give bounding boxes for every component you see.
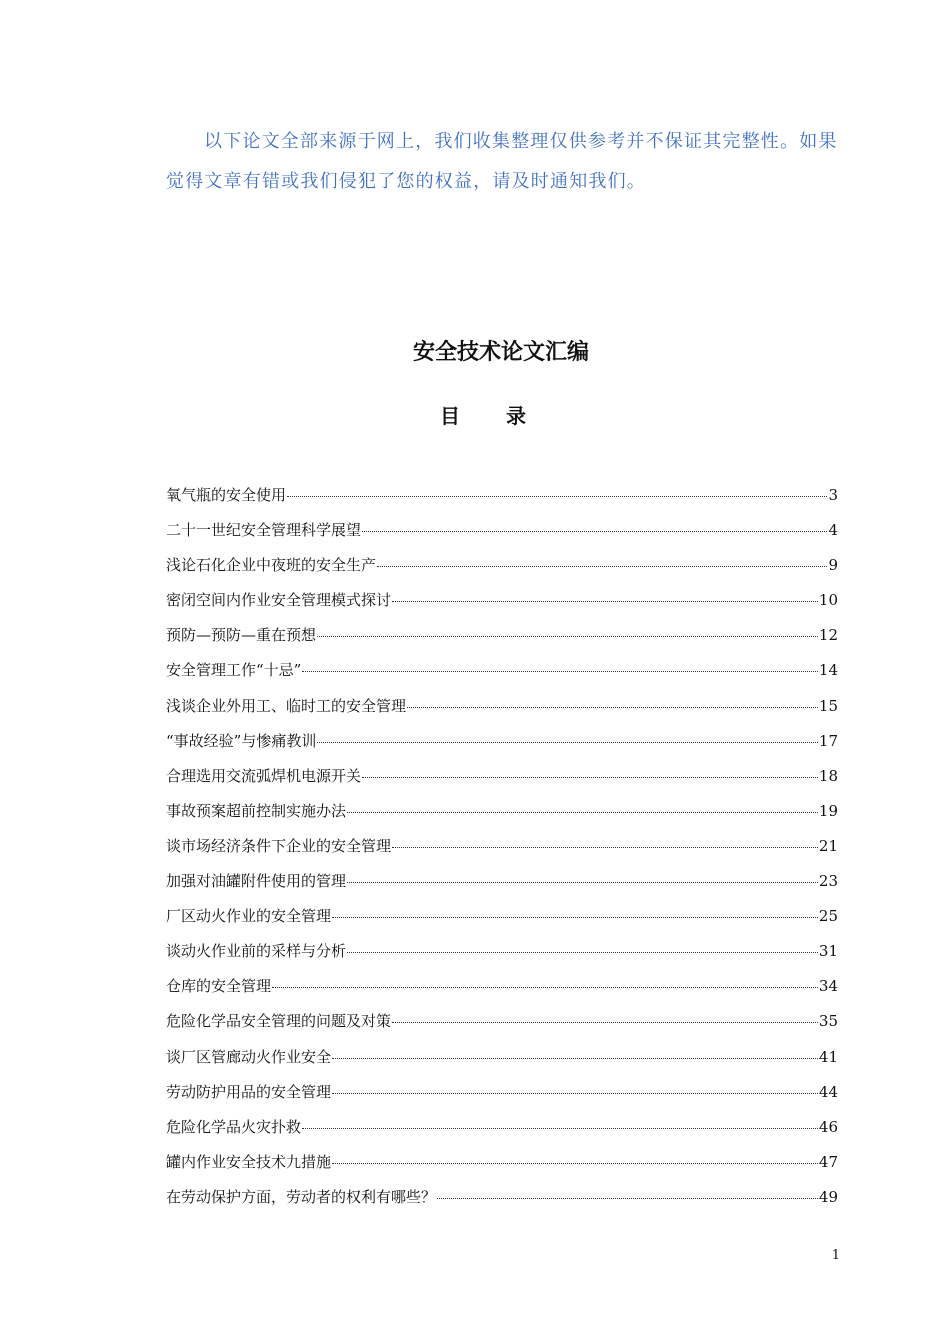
toc-entry[interactable] (166, 800, 838, 835)
toc-entry-page: 23 (818, 872, 838, 891)
toc-dot-leader (392, 847, 818, 848)
toc-entry[interactable] (166, 835, 838, 870)
toc-dot-leader (362, 777, 818, 778)
toc-entry-title: 危险化学品安全管理的问题及对策 (166, 1012, 392, 1031)
toc-entry-title: 谈市场经济条件下企业的安全管理 (166, 836, 392, 855)
toc-entry-page: 19 (818, 801, 838, 820)
toc-heading-char-2: 录 (506, 404, 526, 428)
toc-entry-page: 25 (818, 907, 838, 926)
toc-entry[interactable] (166, 1186, 838, 1221)
toc-dot-leader (317, 636, 818, 637)
toc-dot-leader (347, 812, 818, 813)
toc-entry[interactable] (166, 1116, 838, 1151)
toc-entry-page: 44 (818, 1082, 838, 1101)
disclaimer-text: 以下论文全部来源于网上，我们收集整理仅供参考并不保证其完整性。如果觉得文章有错或我们侵犯了您的权益，请及时通知我们。 (166, 131, 838, 192)
document-title: 安全技术论文汇编 (412, 340, 589, 365)
toc-dot-leader (347, 882, 818, 883)
toc-entry-page: 31 (818, 942, 838, 961)
toc-entry-title: 加强对油罐附件使用的管理 (166, 872, 347, 891)
toc-entry-page: 18 (818, 766, 838, 785)
toc-dot-leader (302, 671, 818, 672)
toc-entry-page: 14 (818, 661, 838, 680)
toc-entry[interactable] (166, 624, 838, 659)
toc-entry[interactable] (166, 695, 838, 730)
table-of-contents (166, 484, 838, 1221)
toc-heading-char-1: 目 (440, 404, 460, 428)
toc-dot-leader (392, 1022, 818, 1023)
toc-entry-title: 浅论石化企业中夜班的安全生产 (166, 556, 377, 575)
toc-entry-page: 15 (818, 696, 838, 715)
toc-entry-page: 12 (818, 626, 838, 645)
toc-entry-title: 厂区动火作业的安全管理 (166, 907, 332, 926)
toc-entry-page: 21 (818, 836, 838, 855)
toc-entry-page: 34 (818, 977, 838, 996)
toc-dot-leader (347, 952, 818, 953)
toc-dot-leader (287, 496, 827, 497)
toc-entry-title: 预防—预防—重在预想 (166, 626, 317, 645)
toc-entry-page: 46 (818, 1117, 838, 1136)
toc-entry[interactable] (166, 940, 838, 975)
toc-dot-leader (377, 566, 827, 567)
toc-dot-leader (332, 1093, 818, 1094)
toc-entry[interactable] (166, 554, 838, 589)
toc-entry-title: 在劳动保护方面，劳动者的权利有哪些？ (166, 1187, 437, 1206)
toc-entry-title: 危险化学品火灾扑救 (166, 1117, 302, 1136)
toc-entry[interactable] (166, 870, 838, 905)
toc-dot-leader (317, 742, 818, 743)
toc-entry-page: 10 (818, 591, 838, 610)
toc-dot-leader (437, 1198, 818, 1199)
toc-entry-page: 35 (818, 1012, 838, 1031)
toc-entry-page: 47 (818, 1152, 838, 1171)
toc-entry[interactable] (166, 484, 838, 519)
toc-entry-title: “事故经验”与惨痛教训 (166, 731, 317, 750)
toc-dot-leader (407, 707, 818, 708)
toc-heading (440, 400, 540, 430)
toc-entry-title: 安全管理工作“十忌” (166, 661, 302, 680)
toc-entry-title: 浅谈企业外用工、临时工的安全管理 (166, 696, 407, 715)
toc-entry[interactable] (166, 730, 838, 765)
toc-dot-leader (392, 601, 818, 602)
toc-entry-page: 4 (828, 521, 838, 540)
toc-dot-leader (332, 1163, 818, 1164)
toc-entry-page: 3 (828, 486, 838, 504)
toc-entry-title: 谈厂区管廊动火作业安全 (166, 1047, 332, 1066)
toc-entry[interactable] (166, 1081, 838, 1116)
toc-dot-leader (362, 531, 827, 532)
toc-entry-page: 9 (828, 556, 838, 575)
toc-entry-title: 合理选用交流弧焊机电源开关 (166, 766, 362, 785)
toc-entry[interactable] (166, 519, 838, 554)
toc-entry[interactable] (166, 1151, 838, 1186)
toc-entry[interactable] (166, 1046, 838, 1081)
toc-entry-title: 谈动火作业前的采样与分析 (166, 942, 347, 961)
toc-entry-title: 二十一世纪安全管理科学展望 (166, 521, 362, 540)
toc-dot-leader (332, 1058, 818, 1059)
toc-entry-title: 事故预案超前控制实施办法 (166, 801, 347, 820)
toc-entry[interactable] (166, 975, 838, 1010)
toc-entry[interactable] (166, 905, 838, 940)
toc-entry-page: 41 (818, 1047, 838, 1066)
toc-entry-page: 17 (818, 731, 838, 750)
toc-entry[interactable] (166, 1010, 838, 1045)
toc-entry-title: 罐内作业安全技术九措施 (166, 1152, 332, 1171)
toc-entry[interactable] (166, 589, 838, 624)
toc-dot-leader (302, 1128, 818, 1129)
toc-entry-page: 49 (818, 1187, 838, 1206)
toc-entry[interactable] (166, 659, 838, 694)
toc-entry-title: 劳动防护用品的安全管理 (166, 1082, 332, 1101)
toc-entry[interactable] (166, 765, 838, 800)
toc-entry-title: 密闭空间内作业安全管理模式探讨 (166, 591, 392, 610)
toc-entry-title: 氧气瓶的安全使用 (166, 486, 287, 504)
toc-entry-title: 仓库的安全管理 (166, 977, 272, 996)
toc-dot-leader (332, 917, 818, 918)
page-number: 1 (831, 1248, 840, 1263)
toc-dot-leader (272, 987, 818, 988)
